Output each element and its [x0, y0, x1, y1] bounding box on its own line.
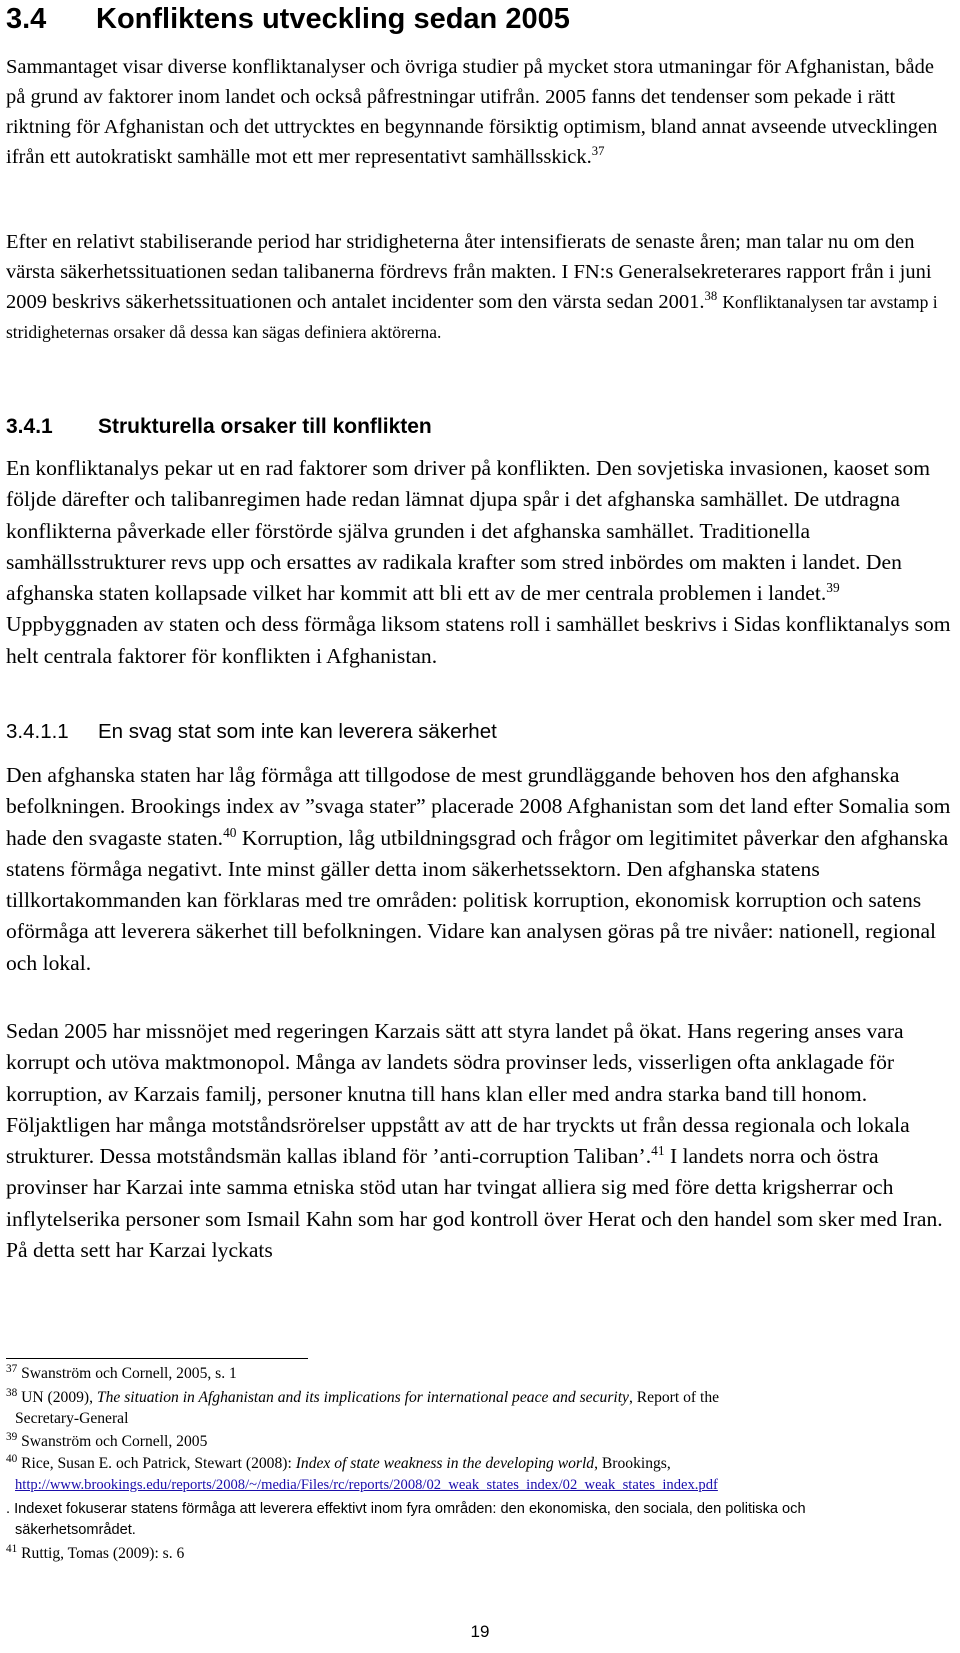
footnote-40-title: Index of state weakness in the developing world: [295, 1455, 595, 1472]
section-heading: [6, 2, 956, 36]
paragraph-2-text: Efter en relativt stabiliserande period har stridigheterna åter intensifierats de senaste åren; man talar nu om den värsta säkerhetssituationen sedan talibanerna fördrevs från makten. I FN:s Generalsekreterares rapport från i juni 2009 beskrivs säkerhetssituationen och antalet incidenter som den värsta sedan 2001.: [6, 231, 932, 313]
section-number: 3.4: [6, 3, 47, 35]
footnote-ref-38[interactable]: 38: [704, 289, 718, 304]
footnote-41: [6, 1543, 956, 1564]
footnote-41-number: 41: [6, 1542, 18, 1555]
footnote-37-text: Swanström och Cornell, 2005, s. 1: [21, 1365, 237, 1382]
footnote-39: [6, 1431, 956, 1452]
footnote-39-text: Swanström och Cornell, 2005: [21, 1433, 208, 1450]
subsubsection-number: 3.4.1.1: [6, 720, 69, 743]
paragraph-1-text: Sammantaget visar diverse konfliktanalyser och övriga studier på mycket stora utmaningar för Afghanistan, både på grund av faktorer inom landet och också påfrestningar utifrån. 2005 fanns det tendenser som pekade i rätt riktning för Afghanistan och det uttrycktes en begynnande försiktig optimism, bland annat avseende utvecklingen ifrån ett autokratiskt samhälle mot ett mer representativt samhällsskick.: [6, 56, 938, 168]
section-title: Konfliktens utveckling sedan 2005: [96, 3, 570, 35]
paragraph-2: [6, 227, 956, 347]
footnote-37-number: 37: [6, 1362, 18, 1375]
footnote-40-number: 40: [6, 1452, 18, 1465]
paragraph-5: [6, 1016, 956, 1266]
paragraph-5-tail: I landets norra och östra provinser har Karzai inte samma etniska stöd utan har tvingat alliera sig med före detta krigsherrar och inflytelserika personer som Ismail Kahn som har god kontroll över Herat och den handel som sker med Iran. På detta sett har Karzai lyckats: [6, 1144, 943, 1263]
paragraph-3: [6, 453, 956, 672]
footnote-38-pre: UN (2009),: [21, 1389, 97, 1406]
footnote-40-pre: Rice, Susan E. och Patrick, Stewart (2008):: [21, 1455, 296, 1472]
footnote-ref-40[interactable]: 40: [223, 824, 237, 840]
brookings-link[interactable]: http://www.brookings.edu/reports/2008/~/media/Files/rc/reports/2008/02_weak_states_index/02_weak_states_index.pdf: [15, 1477, 718, 1493]
footnote-38-title: The situation in Afghanistan and its implications for international peace and security: [96, 1389, 629, 1406]
subsubsection-heading: [6, 717, 956, 747]
footnote-38-continuation: Secretary-General: [15, 1410, 129, 1427]
footnote-38-number: 38: [6, 1386, 18, 1399]
footnote-ref-41[interactable]: 41: [651, 1143, 665, 1158]
footnote-38: [6, 1387, 956, 1429]
paragraph-2-tail: Konfliktanalysen tar avstamp i stridigheternas orsaker då dessa kan sägas definiera aktörerna.: [6, 292, 938, 342]
footnote-37: [6, 1363, 956, 1384]
paragraph-3-tail: Uppbyggnaden av staten och dess förmåga liksom statens roll i samhället beskrivs i Sidas konfliktanalys som helt centrala faktorer för konflikten i Afghanistan.: [6, 612, 951, 668]
paragraph-3-text: En konfliktanalys pekar ut en rad faktorer som driver på konflikten. Den sovjetiska invasionen, kaoset som följde därefter och talibanregimen hade redan lämnat djupa spår i det afghanska samhället. De utdragna konflikterna påverkade eller förstörde själva grunden i det afghanska samhället. Traditionella samhällsstrukturer revs upp och ersattes av radikala krafter som stred inbördes om makten i landet. Den afghanska staten kollapsade vilket har kommit att bli ett av de mer centrala problemen i landet.: [6, 456, 931, 606]
footnote-separator: [6, 1358, 308, 1359]
footnote-39-number: 39: [6, 1430, 18, 1443]
subsection-number: 3.4.1: [6, 415, 53, 438]
footnote-40-post: , Brookings,: [594, 1455, 671, 1472]
paragraph-4: [6, 760, 956, 979]
paragraph-4-tail: Korruption, låg utbildningsgrad och frågor om legitimitet påverkar den afghanska statens förmåga negativt. Inte minst gäller detta inom säkerhetssektorn. Den afghanska statens tillkortakommanden kan förklaras med tre områden: politisk korruption, ekonomisk korruption och satens oförmåga att leverera säkerhet till befolkningen. Vidare kan analysen göras på tre nivåer: nationell, regional och lokal.: [6, 825, 949, 975]
paragraph-5-text: Sedan 2005 har missnöjet med regeringen Karzais sätt att styra landet på ökat. Hans regering anses vara korrupt och utöva maktmonopol. Många av landets södra provinser leds, visserligen ofta anklagade för korruption, av Karzais familj, personer knutna till hans klan eller med andra starka band till honom. Följaktligen har många motståndsrörelser uppstått av att de har tryckts ut från dessa regionala och lokala strukturer. Dessa motståndsmän kallas ibland för ’anti-corruption Taliban’.: [6, 1019, 910, 1169]
subsubsection-title: En svag stat som inte kan leverera säkerhet: [98, 720, 497, 743]
subsection-heading: [6, 412, 956, 442]
footnote-ref-37[interactable]: 37: [591, 144, 605, 159]
footnote-40-note: [6, 1499, 956, 1541]
paragraph-1: [6, 52, 956, 172]
subsection-title: Strukturella orsaker till konflikten: [98, 415, 432, 438]
footnote-ref-39[interactable]: 39: [826, 580, 840, 595]
footnote-40: [6, 1453, 956, 1496]
footnote-40-note-text: . Indexet fokuserar statens förmåga att leverera effektivt inom fyra områden: den ekonomiska, den sociala, den politiska och: [6, 1501, 806, 1517]
footnote-38-post: , Report of the: [628, 1389, 720, 1406]
footnote-41-text: Ruttig, Tomas (2009): s. 6: [21, 1545, 185, 1562]
footnote-40-note-continuation: säkerhetsområdet.: [15, 1522, 136, 1538]
paragraph-4-text: Den afghanska staten har låg förmåga att tillgodose de mest grundläggande behoven hos den afghanska befolkningen. Brookings index av ”svaga stater” placerade 2008 Afghanistan som det land efter Somalia som hade den svagaste staten.: [6, 763, 951, 850]
page-number: 19: [470, 1622, 490, 1641]
